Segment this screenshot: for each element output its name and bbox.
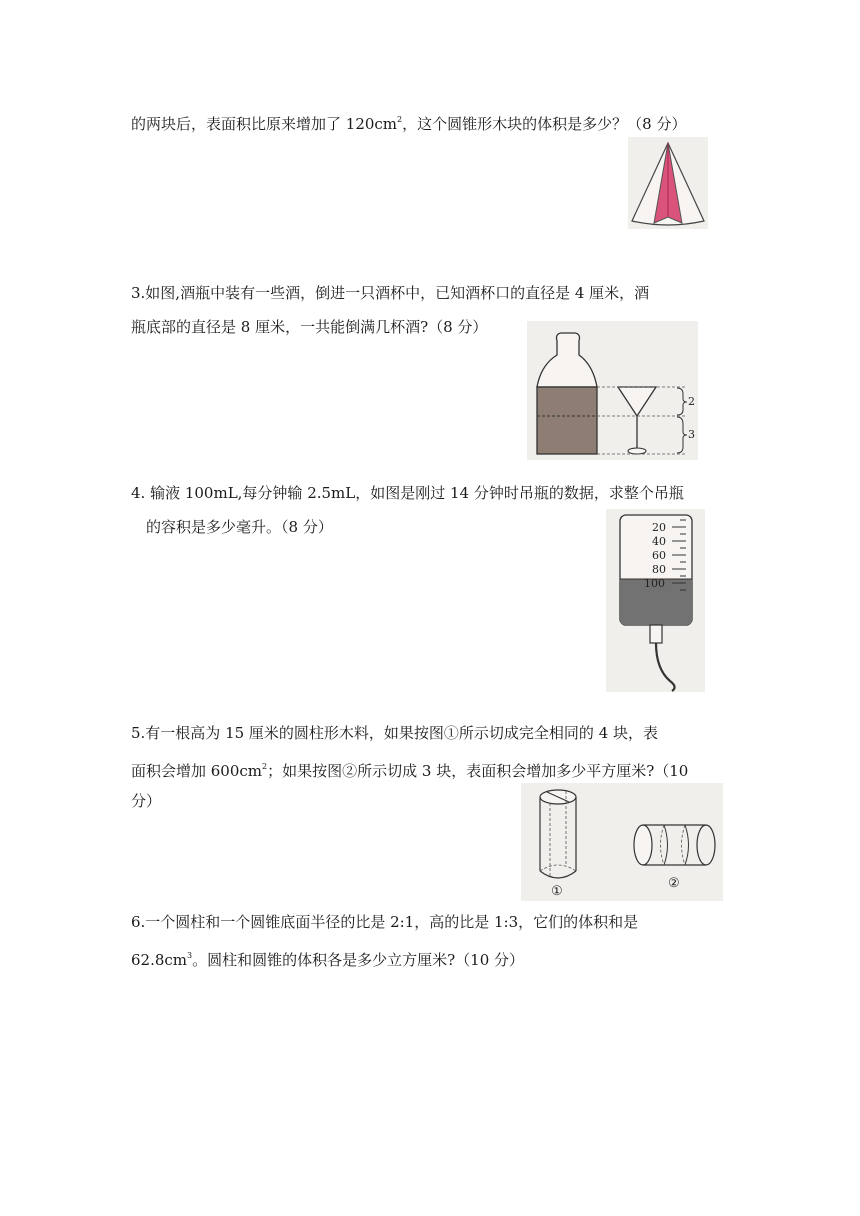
superscript-3: 3	[187, 951, 193, 960]
iv-bottle-figure	[606, 509, 705, 692]
wine-bottle-figure	[527, 321, 698, 460]
scale-40: 40	[652, 535, 666, 548]
height-label-2: 2	[688, 395, 695, 408]
cylinder-figure	[521, 783, 723, 901]
scale-80: 80	[652, 563, 666, 576]
problem-5-line-3: 分）	[131, 792, 162, 810]
problem-6-line-2: $62.8cm^3$。圆柱和圆锥的体积各是多少立方厘米?（10 分）	[131, 951, 525, 969]
problem-3-line-1: 3.如图,酒瓶中装有一些酒，倒进一只酒杯中，已知酒杯口的直径是 4 厘米，酒	[131, 284, 650, 302]
scale-60: 60	[652, 549, 666, 562]
problem-2-line-1: 的两块后，表面积比原来增加了 $120cm^2$，这个圆锥形木块的体积是多少？（8 分）	[131, 115, 687, 133]
problem-6-line-1: 6.一个圆柱和一个圆锥底面半径的比是 2:1，高的比是 1:3，它们的体积和是	[131, 913, 639, 931]
scale-100: 100	[644, 577, 665, 590]
superscript-2: 2	[262, 762, 268, 771]
figure-label-1: ①	[551, 884, 563, 899]
figure-label-2: ②	[668, 876, 680, 891]
problem-5-line-2: 面积会增加 $600cm^2$；如果按图②所示切成 3 块，表面积会增加多少平方厘米?（10	[131, 762, 689, 780]
problem-4-line-1: 4. 输液 100mL,每分钟输 2.5mL，如图是刚过 14 分钟时吊瓶的数据，求整个吊瓶	[131, 484, 684, 502]
cone-figure	[628, 137, 708, 229]
problem-4-line-2: 的容积是多少毫升。（8 分）	[146, 518, 333, 536]
scale-20: 20	[652, 521, 666, 534]
problem-5-line-1: 5.有一根高为 15 厘米的圆柱形木料，如果按图①所示切成完全相同的 4 块，表	[131, 724, 659, 742]
height-label-3: 3	[688, 428, 695, 441]
problem-3-line-2: 瓶底部的直径是 8 厘米，一共能倒满几杯酒?（8 分）	[131, 318, 488, 336]
superscript-2: 2	[397, 115, 403, 124]
